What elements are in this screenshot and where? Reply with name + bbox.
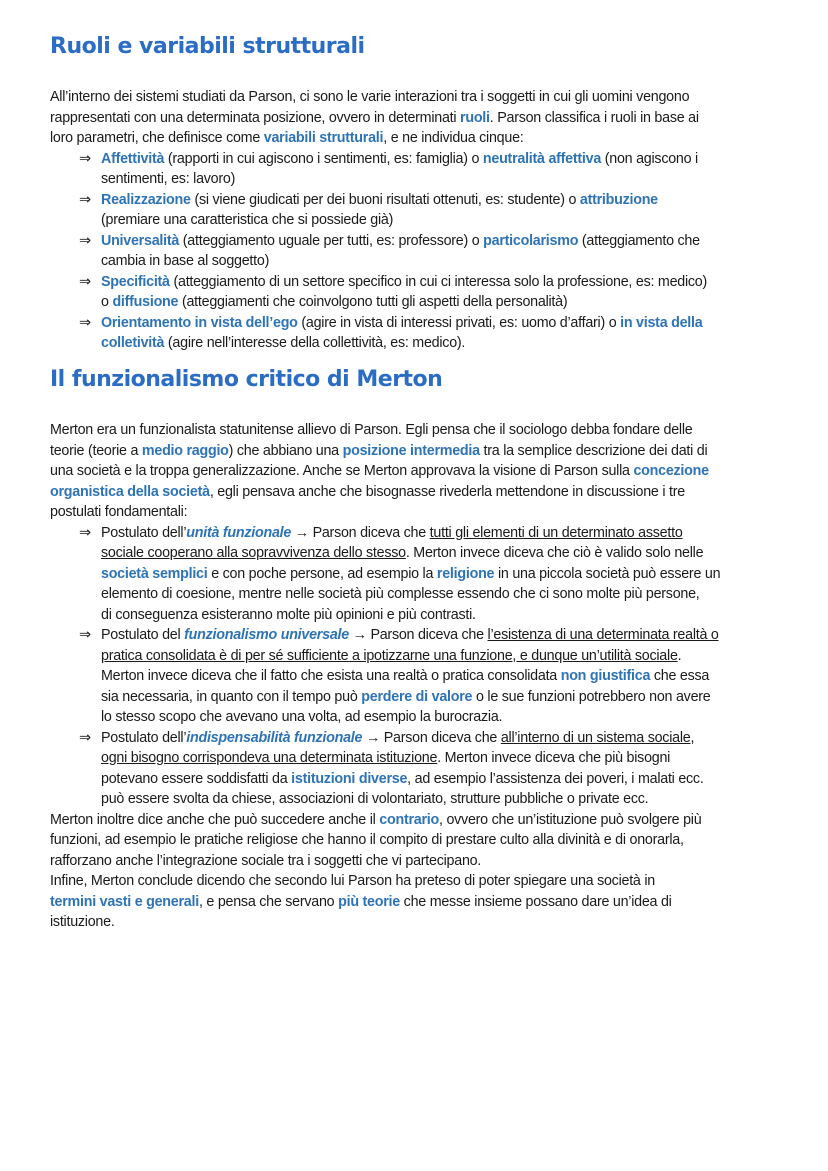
text-span: All’interno dei sistemi studiati da Parson, ci sono le varie interazioni tra i soggetti in cui gli uomini vengono [50,89,690,105]
text-span: (premiare una caratteristica che si possiede già) [101,212,394,228]
text-span: → Parson diceva che [348,627,488,643]
section-title: Il funzionalismo critico di Merton [50,367,443,392]
highlighted-term: posizione intermedia [342,442,480,459]
double-arrow-bullet-icon: ⇒ [79,273,91,290]
highlighted-term: più teorie [338,893,400,910]
text-span: sentimenti, es: lavoro) [101,171,236,187]
text-span: , e ne individua cinque: [383,130,524,146]
text-line [50,625,719,646]
text-span: ) che abbiano una [228,442,343,459]
text-line [50,482,709,503]
highlighted-term: diffusione [112,294,179,310]
text-span: Merton invece diceva che il fatto che esista una realtà o pratica consolidata [101,668,561,684]
highlighted-term: religione [436,565,495,582]
text-line [50,605,720,626]
text-line [50,523,720,544]
highlighted-term: variabili strutturali [263,130,384,146]
double-arrow-bullet-icon: ⇒ [79,314,91,331]
text-line [50,646,719,667]
text-line [50,769,704,790]
text-span: → Parson diceva che [291,524,430,541]
text-line [50,687,719,708]
text-line [50,272,707,293]
text-span: potevano essere soddisfatti da [101,770,292,787]
text-span: (rapporti in cui agiscono i sentimenti, es: famiglia) o [164,150,483,167]
text-span: . Merton invece diceva che più bisogni [437,750,671,766]
text-line [50,830,701,851]
text-span: che essa [650,668,710,684]
bullet-item [50,231,700,272]
text-line [50,108,699,129]
highlighted-term: contrario [379,811,440,828]
highlighted-term: perdere di valore [361,688,473,705]
highlighted-term: funzionalismo universale [184,627,349,643]
text-line [50,584,720,605]
highlighted-term: non giustifica [560,668,651,684]
text-span: Postulato del [101,627,185,643]
text-span: o le sue funzioni potrebbero non avere [472,688,711,705]
text-line [50,871,701,892]
paragraph [50,87,699,149]
text-line [50,190,658,211]
highlighted-term: concezione [633,463,709,479]
text-span: Merton inoltre dice anche che può succedere anche il [50,811,380,828]
highlighted-term: società semplici [101,565,208,582]
text-span: → Parson diceva che [362,729,501,746]
text-line [50,333,702,354]
text-span: postulati fondamentali: [50,504,188,520]
bullet-item [50,190,658,231]
highlighted-term: Orientamento in vista dell’ego [101,314,298,331]
text-line [50,87,699,108]
text-span: . Parson classifica i ruoli in base ai [489,109,699,126]
text-span: Merton era un funzionalista statunitense allievo di Parson. Egli pensa che il sociologo debba fondare delle [50,422,693,438]
text-span: teorie (teorie a [50,442,142,459]
text-span: (atteggiamento che [578,232,700,249]
text-line [50,292,707,313]
double-arrow-bullet-icon: ⇒ [79,232,91,249]
text-line [50,851,701,872]
highlighted-term: Universalità [101,232,180,249]
text-span: (agire nell’interesse della collettività, es: medico). [164,335,466,351]
text-span: (non agiscono i [601,150,698,167]
text-span: istituzione. [50,914,115,930]
double-arrow-bullet-icon: ⇒ [79,191,91,208]
text-line [50,149,698,170]
double-arrow-bullet-icon: ⇒ [79,627,91,643]
text-span: o [101,294,113,310]
highlighted-term: neutralità affettiva [482,150,602,167]
text-line [50,707,719,728]
text-span: rappresentati con una determinata posizione, ovvero in determinati [50,109,461,126]
paragraph [50,810,701,933]
text-span: , egli pensava anche che bisognasse rivederla mettendone in discussione i tre [209,483,685,500]
underlined-text: pratica consolidata è di per sé sufficiente a ipotizzarne una funzione, e dunque un’utilità sociale [101,647,678,664]
text-span: (atteggiamento uguale per tutti, es: professore) o [179,232,484,249]
text-span: (atteggiamenti che coinvolgono tutti gli aspetti della personalità) [178,294,568,310]
text-line [50,564,720,585]
highlighted-term: ruoli [460,109,490,126]
text-span: Postulato dell’ [101,729,187,746]
text-span: (atteggiamento di un settore specifico in cui ci interessa solo la professione, es: medico) [169,273,708,290]
text-span: funzioni, ad esempio le pratiche religiose che hanno il compito di prestare culto alla divinità e di onorarla, [50,832,684,848]
text-line [50,502,709,523]
underlined-text: sociale cooperano alla sopravvivenza dello stesso [101,545,406,561]
text-span: che messe insieme possano dare un’idea di [399,893,672,910]
text-line [50,789,704,810]
text-span: rafforzano anche l’integrazione sociale tra i soggetti che vi partecipano. [50,852,482,869]
text-span: una società e la troppa generalizzazione. Anche se Merton approvava la visione di Parson sulla [50,463,634,479]
highlighted-term: organistica della società [50,483,210,500]
text-span: tra la semplice descrizione dei dati di [479,442,708,459]
text-span: (agire in vista di interessi privati, es: uomo d’affari) o [297,314,621,331]
text-span: cambia in base al soggetto) [101,253,270,269]
text-span: loro parametri, che definisce come [50,130,264,146]
bullet-item [50,149,698,190]
text-line [50,313,702,334]
highlighted-term: colletività [101,335,165,351]
bullet-item [50,728,704,810]
highlighted-term: in vista della [620,314,703,331]
text-span: , ovvero che un’istituzione può svolgere più [439,811,702,828]
text-span: lo stesso scopo che avevano una volta, ad esempio la burocrazia. [101,709,503,725]
text-line [50,892,701,913]
text-line [50,251,700,272]
text-span: può essere svolta da chiese, associazioni di volontariato, strutture pubbliche o private ecc. [101,791,649,807]
text-span: e con poche persone, ad esempio la [207,565,437,582]
text-line [50,748,704,769]
bullet-item [50,272,707,313]
text-span: Postulato dell’ [101,524,187,541]
text-span: in una piccola società può essere un [494,565,721,582]
highlighted-term: unità funzionale [186,524,292,541]
text-span: sia necessaria, in quanto con il tempo può [101,688,362,705]
text-line [50,666,719,687]
text-line [50,728,704,749]
text-line [50,169,698,190]
underlined-text: ogni bisogno corrispondeva una determinata istituzione [101,750,438,766]
underlined-text: tutti gli elementi di un determinato assetto [429,524,683,541]
double-arrow-bullet-icon: ⇒ [79,729,91,746]
text-line [50,461,709,482]
text-line [50,210,658,231]
text-line [50,810,701,831]
text-line [50,420,709,441]
text-span: di conseguenza esisteranno molte più opinioni e più contrasti. [101,606,476,623]
text-span: . [677,647,682,664]
text-line [50,128,699,149]
bullet-item [50,625,719,728]
text-span: . Merton invece diceva che ciò è valido solo nelle [405,545,704,561]
text-span: elemento di coesione, mentre nelle società più complesse essendo che ci sono molte più persone, [101,586,700,602]
highlighted-term: termini vasti e generali [50,893,199,910]
highlighted-term: indispensabilità funzionale [186,729,363,746]
underlined-text: all’interno di un sistema sociale, [500,729,695,746]
highlighted-term: particolarismo [483,232,579,249]
highlighted-term: Specificità [101,273,170,290]
text-line [50,912,701,933]
highlighted-term: Affettività [101,150,165,167]
double-arrow-bullet-icon: ⇒ [79,150,91,167]
highlighted-term: istituzioni diverse [291,770,408,787]
text-line [50,231,700,252]
double-arrow-bullet-icon: ⇒ [79,524,91,541]
text-line [50,543,720,564]
text-span: Infine, Merton conclude dicendo che secondo lui Parson ha preteso di poter spiegare una società in [50,873,655,889]
highlighted-term: Realizzazione [101,191,191,208]
highlighted-term: attribuzione [579,191,658,208]
text-span: , e pensa che servano [198,893,339,910]
text-span: (si viene giudicati per dei buoni risultati ottenuti, es: studente) o [190,191,580,208]
section-title: Ruoli e variabili strutturali [50,34,365,59]
underlined-text: l’esistenza di una determinata realtà o [487,627,719,643]
text-span: , ad esempio l’assistenza dei poveri, i malati ecc. [407,770,704,787]
paragraph [50,420,709,523]
bullet-item [50,523,720,626]
bullet-item [50,313,702,354]
text-line [50,441,709,462]
highlighted-term: medio raggio [141,442,229,459]
